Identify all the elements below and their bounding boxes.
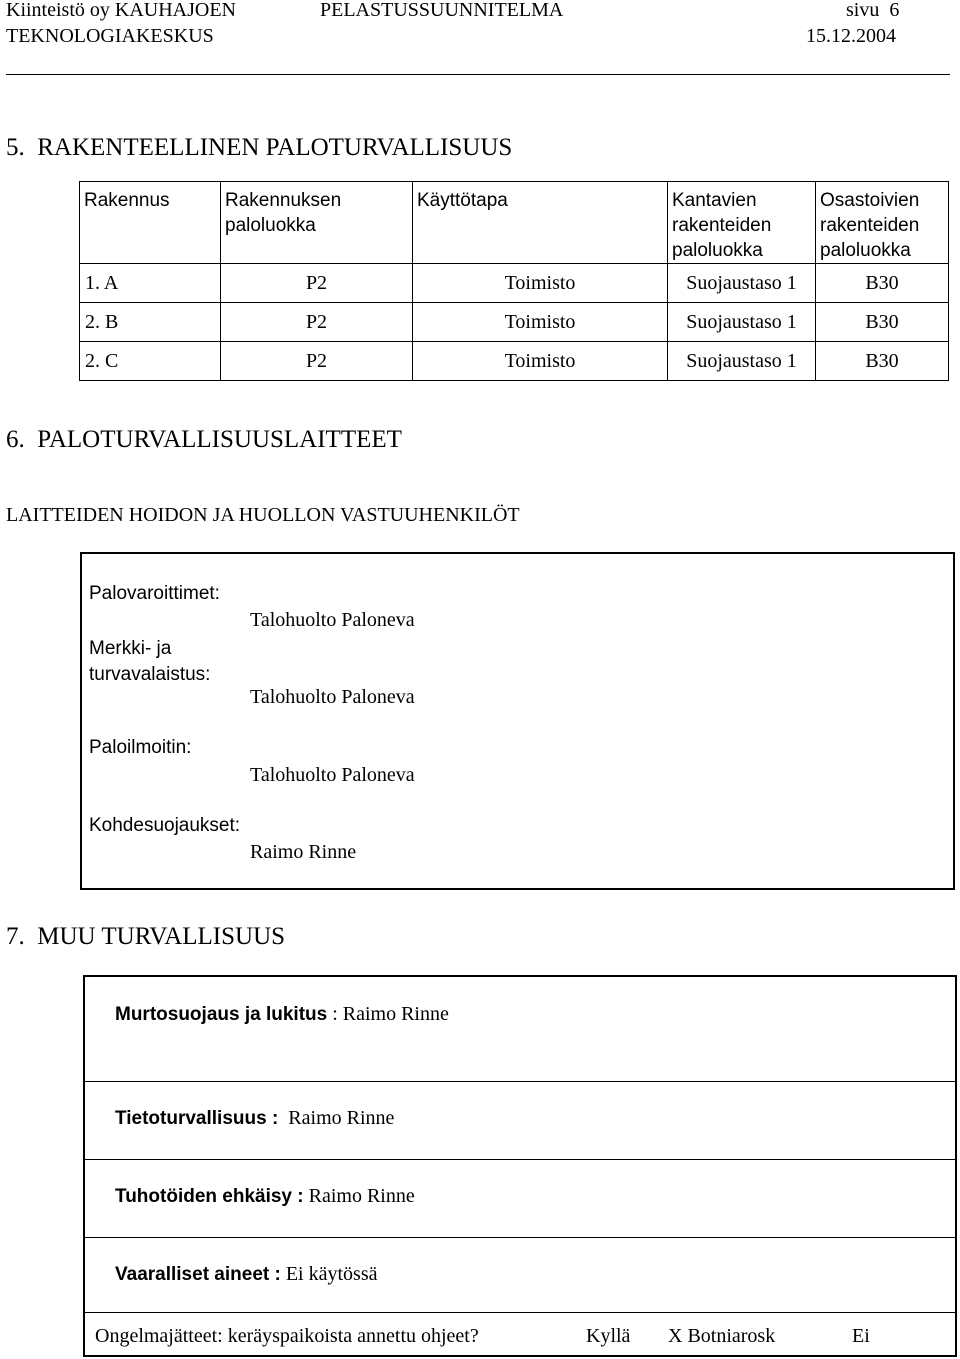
cell-kayttotapa: Toimisto: [413, 342, 668, 381]
header-doc-title: PELASTUSSUUNNITELMA: [320, 0, 564, 21]
row-murtosuojaus: [95, 984, 449, 1044]
cell-osastoivien: B30: [816, 264, 949, 303]
cell-rakennus: 1. A: [80, 264, 221, 303]
col-header-osastoivien: Osastoivien rakenteiden paloluokka: [816, 182, 949, 264]
value-palovaroittimet: Talohuolto Paloneva: [250, 609, 415, 631]
table-row: [80, 303, 949, 342]
row-divider: [85, 1159, 955, 1160]
label-merkki-ja-turvavalaistus: Merkki- ja turvavalaistus:: [89, 638, 211, 685]
label-murtosuojaus: Murtosuojaus ja lukitus: [115, 1004, 328, 1025]
col-header-rakennuksen-paloluokka: Rakennuksen paloluokka: [221, 182, 413, 264]
header-date: 15.12.2004: [806, 25, 896, 47]
value-tietoturvallisuus: Raimo Rinne: [288, 1107, 395, 1129]
row-vaaralliset-aineet: [95, 1244, 377, 1304]
value-vaaralliset-aineet: Ei käytössä: [285, 1263, 378, 1285]
cell-kayttotapa: Toimisto: [413, 264, 668, 303]
option-botniarosk-selected: X Botniarosk: [668, 1325, 776, 1347]
header-org-line2: TEKNOLOGIAKESKUS: [6, 25, 214, 47]
label-kohdesuojaukset: Kohdesuojaukset:: [89, 815, 241, 836]
col-header-kayttotapa: Käyttötapa: [413, 182, 668, 264]
col-header-kantavien: Kantavien rakenteiden paloluokka: [668, 182, 816, 264]
header-org-line1: Kiinteistö oy KAUHAJOEN: [6, 0, 236, 21]
sep-murtosuojaus: :: [327, 1003, 343, 1025]
structure-table: [79, 181, 949, 381]
value-murtosuojaus: Raimo Rinne: [342, 1003, 449, 1025]
sep-tietoturvallisuus: [278, 1107, 288, 1129]
value-kohdesuojaukset: Raimo Rinne: [250, 841, 357, 863]
cell-kantavien: Suojaustaso 1: [668, 303, 816, 342]
value-merkki-ja-turvavalaistus: Talohuolto Paloneva: [250, 686, 415, 708]
cell-kayttotapa: Toimisto: [413, 303, 668, 342]
value-tuhotoiden-ehkaisy: Raimo Rinne: [308, 1185, 415, 1207]
cell-paloluokka: P2: [221, 303, 413, 342]
label-vaaralliset-aineet: Vaaralliset aineet :: [115, 1264, 281, 1285]
ongelmajatteet-question: Ongelmajätteet: keräyspaikoista annettu ohjeet?: [95, 1325, 479, 1347]
header-page-number: sivu 6: [846, 0, 900, 21]
responsible-persons-box: [80, 552, 955, 890]
cell-paloluokka: P2: [221, 342, 413, 381]
section6-subtitle: LAITTEIDEN HOIDON JA HUOLLON VASTUUHENKILÖT: [6, 504, 520, 526]
header-divider: [6, 74, 950, 75]
cell-rakennus: 2. B: [80, 303, 221, 342]
cell-kantavien: Suojaustaso 1: [668, 342, 816, 381]
option-kylla: Kyllä: [586, 1325, 631, 1347]
cell-paloluokka: P2: [221, 264, 413, 303]
cell-rakennus: 2. C: [80, 342, 221, 381]
cell-osastoivien: B30: [816, 303, 949, 342]
label-tuhotoiden-ehkaisy: Tuhotöiden ehkäisy :: [115, 1186, 304, 1207]
section7-title: 7. MUU TURVALLISUUS: [6, 923, 286, 950]
other-safety-box: [83, 975, 957, 1357]
table-header-row: [80, 182, 949, 264]
table-row: [80, 342, 949, 381]
option-ei: Ei: [852, 1325, 870, 1347]
table-row: [80, 264, 949, 303]
col-header-rakennus: Rakennus: [80, 182, 221, 264]
label-paloilmoitin: Paloilmoitin:: [89, 737, 192, 758]
row-tuhotoiden-ehkaisy: [95, 1166, 415, 1226]
row-divider: [85, 1081, 955, 1082]
section5-title: 5. RAKENTEELLINEN PALOTURVALLISUUS: [6, 134, 513, 161]
section6-title: 6. PALOTURVALLISUUSLAITTEET: [6, 426, 402, 453]
row-divider: [85, 1312, 955, 1313]
row-tietoturvallisuus: [95, 1088, 394, 1148]
value-paloilmoitin: Talohuolto Paloneva: [250, 764, 415, 786]
cell-kantavien: Suojaustaso 1: [668, 264, 816, 303]
row-divider: [85, 1237, 955, 1238]
label-palovaroittimet: Palovaroittimet:: [89, 583, 220, 604]
label-tietoturvallisuus: Tietoturvallisuus :: [115, 1108, 279, 1129]
cell-osastoivien: B30: [816, 342, 949, 381]
